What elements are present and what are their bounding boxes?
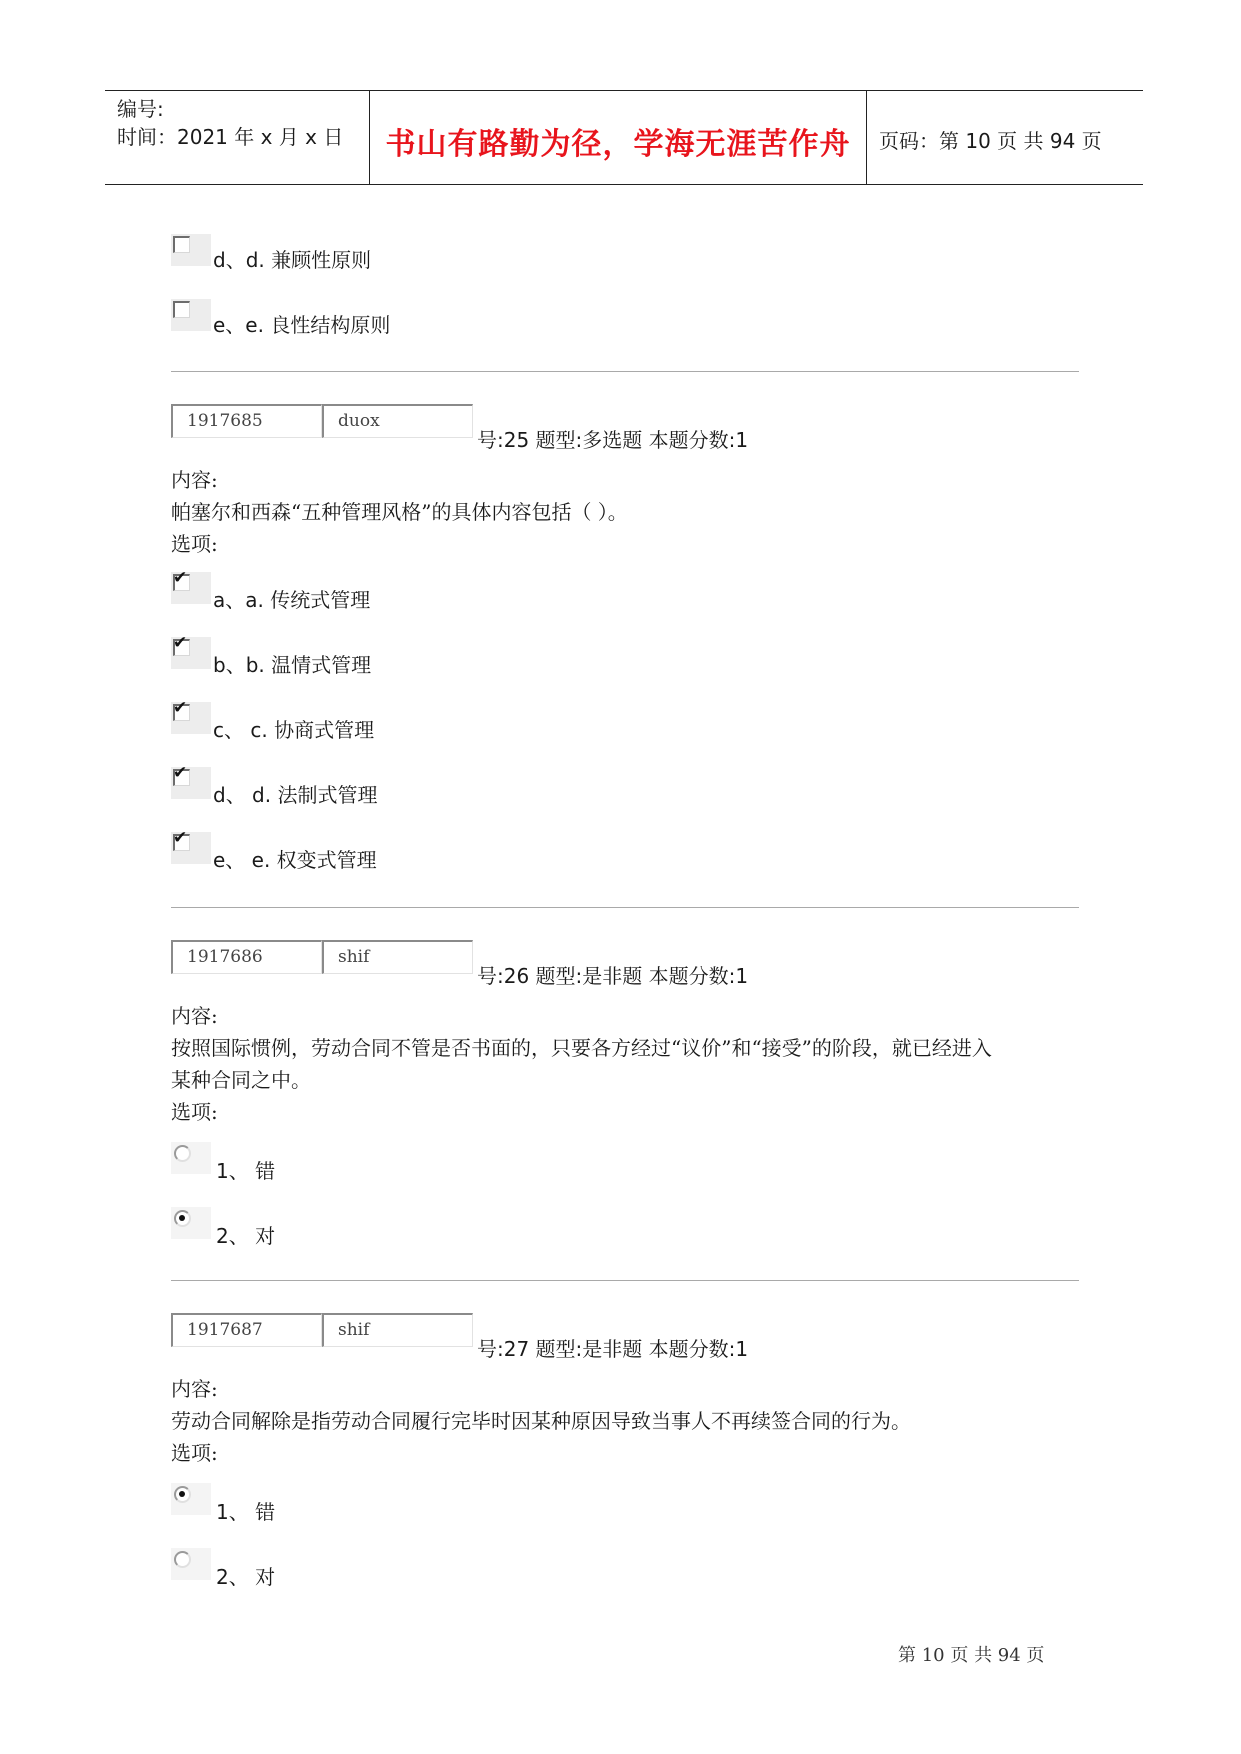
option-checkbox[interactable] [171, 299, 211, 331]
option-checkbox[interactable] [171, 698, 211, 734]
option-checkbox[interactable] [171, 568, 211, 604]
checkmark-icon: ✔ [173, 698, 188, 718]
option-label: a、a. 传统式管理 [213, 588, 371, 612]
option-label: d、d. 兼顾性原则 [213, 248, 372, 272]
divider [171, 1280, 1079, 1281]
header-motto-cell [369, 91, 867, 184]
content-label: 内容: [171, 468, 218, 492]
question-meta: 号:27 题型:是非题 本题分数:1 [477, 1337, 749, 1361]
divider [171, 907, 1079, 908]
question-type-code-field[interactable]: shif [322, 940, 473, 974]
question-id-field[interactable]: 1917685 [171, 404, 322, 438]
question-type-code-field[interactable]: duox [322, 404, 473, 438]
motto: 书山有路勤为径，学海无涯苦作舟 [385, 127, 851, 162]
page-footer: 第 10 页 共 94 页 [898, 1645, 1045, 1666]
time-label: 时间：2021 年 x 月 x 日 [117, 125, 344, 149]
checkmark-icon: ✔ [173, 763, 188, 783]
option-radio[interactable] [171, 1548, 211, 1580]
option-checkbox[interactable] [171, 763, 211, 799]
option-label: e、 e. 权变式管理 [213, 848, 377, 872]
option-checkbox[interactable] [171, 828, 211, 864]
option-label: d、 d. 法制式管理 [213, 783, 378, 807]
content-label: 内容: [171, 1377, 218, 1401]
options-label: 选项: [171, 532, 218, 556]
question-id-field[interactable]: 1917687 [171, 1313, 322, 1347]
option-label: e、e. 良性结构原则 [213, 313, 391, 337]
option-label: 1、 错 [216, 1159, 276, 1183]
option-radio[interactable] [171, 1142, 211, 1174]
option-label: 2、 对 [216, 1565, 276, 1589]
question-type-code-field[interactable]: shif [322, 1313, 473, 1347]
options-label: 选项: [171, 1100, 218, 1124]
question-content: 某种合同之中。 [171, 1068, 311, 1092]
checkmark-icon: ✔ [173, 568, 188, 588]
question-meta: 号:25 题型:多选题 本题分数:1 [477, 428, 749, 452]
header-page-cell [867, 91, 1143, 184]
page-header [105, 90, 1143, 185]
question-content: 按照国际惯例，劳动合同不管是否书面的，只要各方经过“议价”和“接受”的阶段，就已经进入 [171, 1036, 992, 1060]
header-meta-cell [105, 91, 369, 184]
question-meta: 号:26 题型:是非题 本题分数:1 [477, 964, 749, 988]
serial-label: 编号: [117, 97, 164, 121]
checkmark-icon: ✔ [173, 633, 188, 653]
content-label: 内容: [171, 1004, 218, 1028]
option-label: 1、 错 [216, 1500, 276, 1524]
option-checkbox[interactable] [171, 633, 211, 669]
option-radio[interactable] [171, 1483, 211, 1515]
option-label: c、 c. 协商式管理 [213, 718, 375, 742]
option-label: b、b. 温情式管理 [213, 653, 372, 677]
question-content: 帕塞尔和西森“五种管理风格”的具体内容包括（ ）。 [171, 500, 628, 524]
option-label: 2、 对 [216, 1224, 276, 1248]
divider [171, 371, 1079, 372]
page-code: 页码：第 10 页 共 94 页 [879, 129, 1102, 153]
option-checkbox[interactable] [171, 234, 211, 266]
options-label: 选项: [171, 1441, 218, 1465]
question-content: 劳动合同解除是指劳动合同履行完毕时因某种原因导致当事人不再续签合同的行为。 [171, 1409, 911, 1433]
option-radio[interactable] [171, 1207, 211, 1239]
question-id-field[interactable]: 1917686 [171, 940, 322, 974]
checkmark-icon: ✔ [173, 828, 188, 848]
